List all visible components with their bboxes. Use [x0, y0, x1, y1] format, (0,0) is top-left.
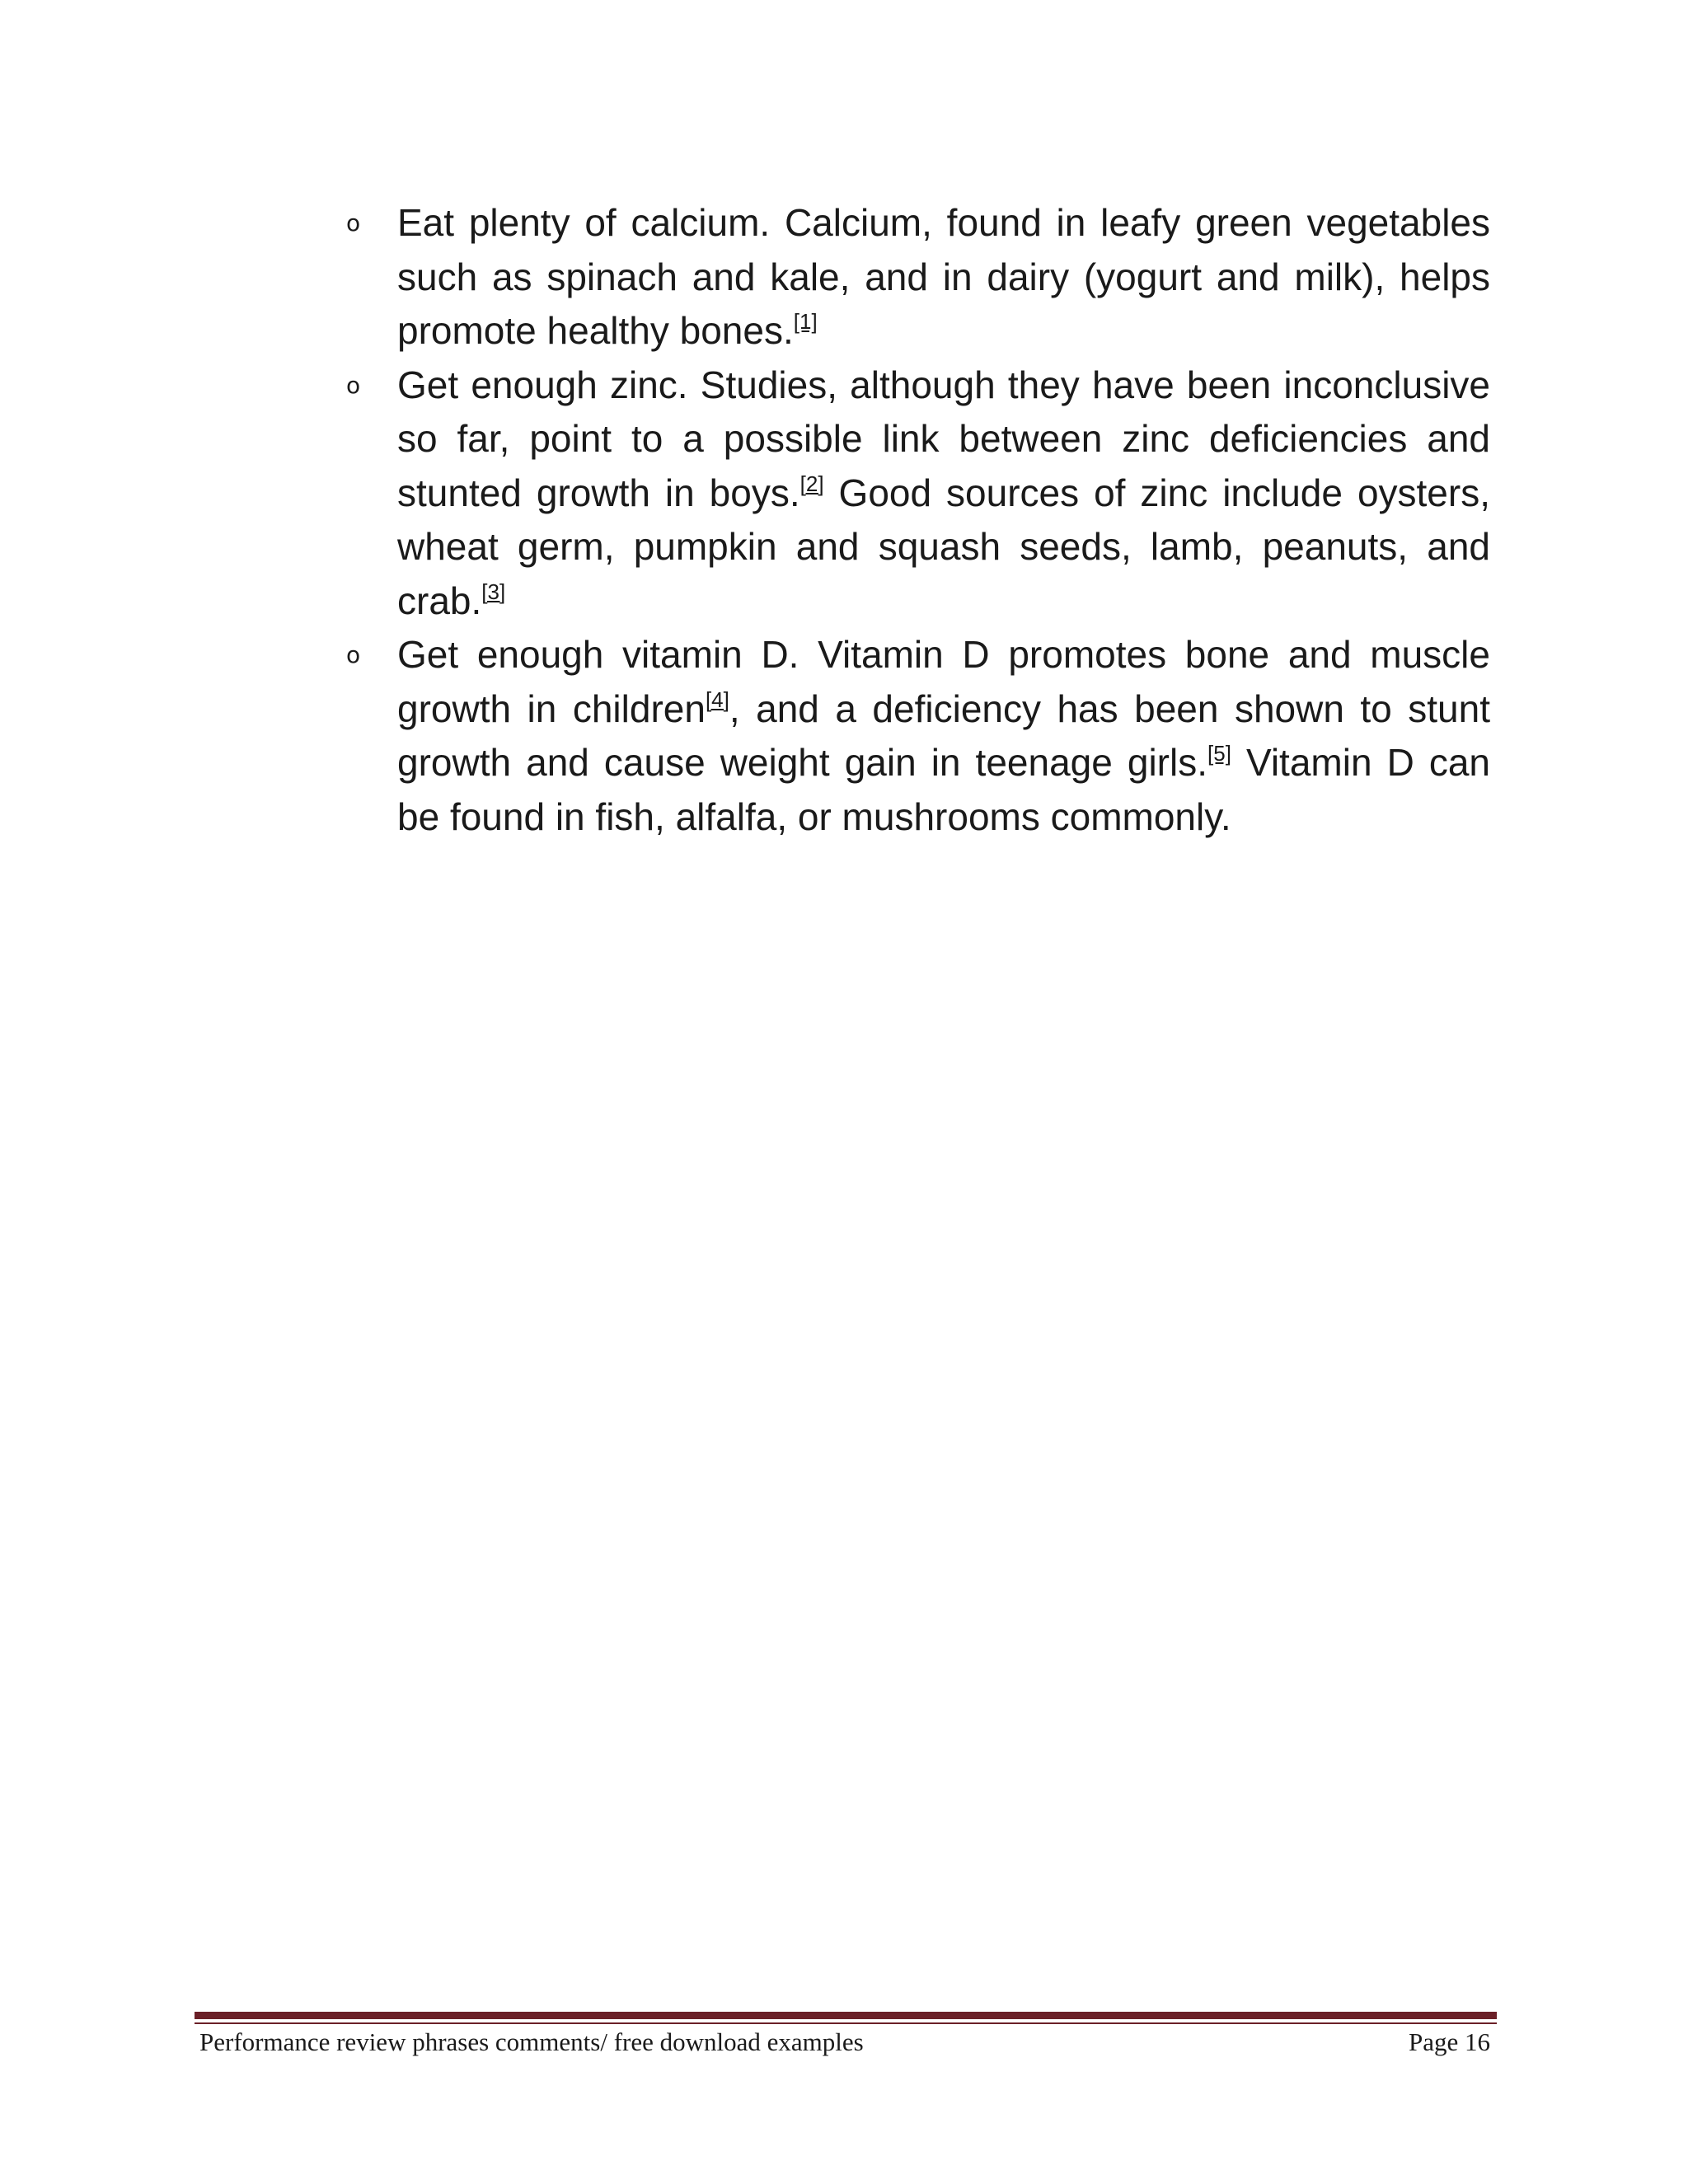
bullet-text	[397, 359, 1490, 629]
text-run: Vitamin D can be found in fish, alfalfa, or mushrooms commonly.	[397, 741, 1491, 838]
bullet-list	[340, 196, 1490, 844]
footnote-reference-link[interactable]: [3]	[481, 579, 506, 604]
footer-rule-thin	[195, 2022, 1497, 2024]
footnote-reference-link[interactable]: [2]	[799, 471, 824, 496]
footnote-reference-link[interactable]: [4]	[705, 687, 729, 712]
text-run: Good sources of zinc include oysters, wheat germ, pumpkin and squash seeds, lamb, peanuts, and crab.	[397, 471, 1490, 622]
bullet-marker: o	[346, 209, 361, 237]
bullet-marker: o	[346, 641, 361, 668]
bullet-text	[397, 628, 1490, 844]
footnote-reference-link[interactable]: [5]	[1207, 741, 1231, 766]
footer-rule	[195, 2012, 1497, 2019]
text-run: , and a deficiency has been shown to stunt growth and cause weight gain in teenage girls.	[397, 687, 1490, 784]
text-run: Get enough vitamin D. Vitamin D promotes bone and muscle growth in children	[397, 633, 1490, 730]
text-run: Eat plenty of calcium. Calcium, found in leafy green vegetables such as spinach and kale, and in dairy (yogurt and milk), helps promote healthy bones.	[397, 201, 1490, 352]
footer-title: Performance review phrases comments/ free download examples	[199, 2027, 864, 2056]
text-run: Get enough zinc. Studies, although they have been inconclusive so far, point to a possible link between zinc deficiencies and stunted growth in boys.	[397, 363, 1490, 514]
list-item	[340, 628, 1490, 844]
page-number: Page 16	[1408, 2027, 1490, 2056]
bullet-text	[397, 196, 1490, 359]
list-item	[340, 359, 1490, 629]
footnote-reference-link[interactable]: [1]	[793, 309, 818, 334]
bullet-marker: o	[346, 371, 361, 399]
list-item	[340, 196, 1490, 359]
